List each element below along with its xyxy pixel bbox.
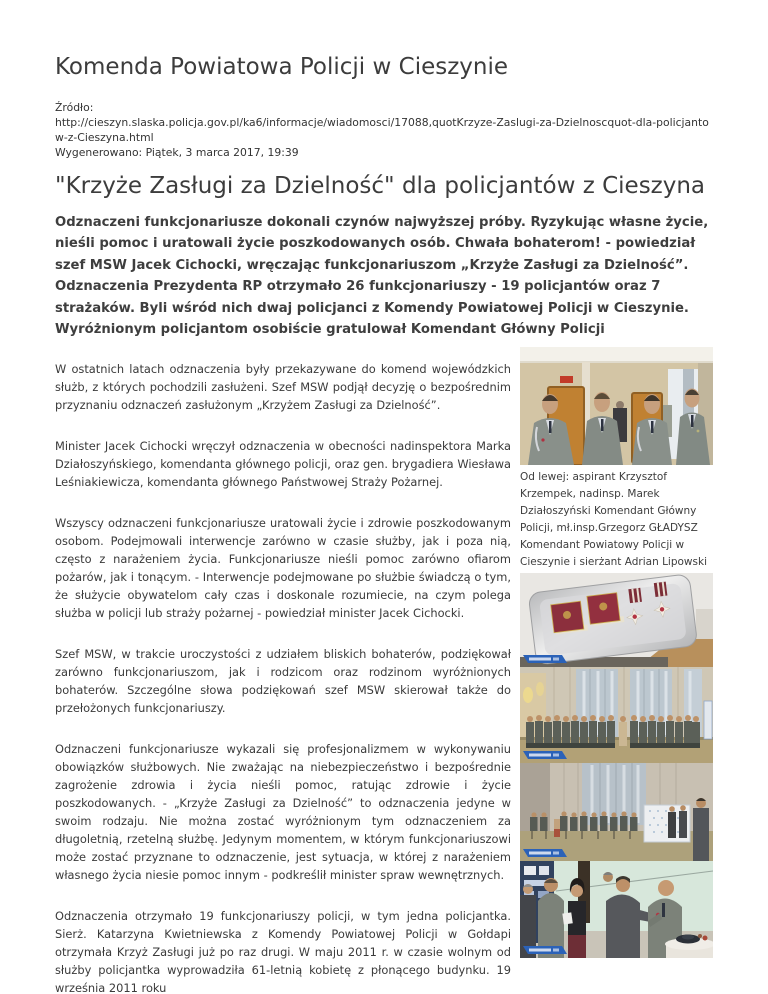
article-body: [55, 347, 520, 994]
photo-medal-pinning: [520, 861, 713, 958]
paragraph-3: Wszyscy odznaczeni funkcjonariusze uratowali życie i zdrowie poszkodowanym osobom. Podejmowali interwencje zarówno w czasie służby, jak i poza nią, często z narażeniem życia. Funkcjonariusze nieśli pomoc zarówno ofiarom pożarów, jak i tonącym. - Interwencje podejmowane po służbie świadczą o tym, że służycie obywatelom cały czas i doskonale rozumiecie, na czym polega służba w policji lub straży pożarnej - powiedział minister Jacek Cichocki.: [55, 515, 511, 620]
photo-officers-lineup: [520, 667, 713, 763]
page-title: Komenda Powiatowa Policji w Cieszynie: [55, 54, 509, 80]
figure-officers-lineup: [520, 667, 713, 763]
police-watermark-icon: [523, 751, 567, 759]
figure-medal-pinning: [520, 861, 713, 958]
photo-awards-tray: [520, 573, 713, 667]
figure-ceremony-hall: [520, 763, 713, 861]
paragraph-4: Szef MSW, w trakcie uroczystości z udziałem bliskich bohaterów, podziękował zarówno funkcjonariuszom, jak i rodzicom oraz rodzinom wyróżnionych bohaterów. Szczególne słowa podziękowań szef MSW skierował także do przełożonych funkcjonariuszy.: [55, 646, 511, 715]
article-headline: "Krzyże Zasługi za Dzielność" dla policjantów z Cieszyna: [55, 173, 706, 200]
paragraph-2: Minister Jacek Cichocki wręczył odznaczenia w obecności nadinspektora Marka Działoszyńskiego, komendanta głównego policji, oraz gen. brygadiera Wiesława Leśniakiewicza, komendanta głównego Państwowej Straży Pożarnej.: [55, 438, 511, 489]
photo-ceremony-hall: [520, 763, 713, 861]
paragraph-5: Odznaczeni funkcjonariusze wykazali się profesjonalizmem w wykonywaniu obowiązków służbowych. Nie zważając na niebezpieczeństwo i bezpośrednie zagrożenie zdrowia i życia nieśli pomoc, ratując zdrowie i życie poszkodowanych. - „Krzyże Zasługi za Dzielność” to odznaczenia jedyne w swoim rodzaju. Nie można zostać wyróżnionym tym odznaczeniem za długoletnią, rzetelną służbę. Jedynym momentem, w którym funkcjonariuszowi może zostać przyznane to odznaczenie, jest sytuacja, w której z narażeniem własnego życia niesie pomoc innym - podkreślił minister spraw wewnętrznych.: [55, 741, 511, 882]
source-block: [55, 100, 713, 160]
photo-column: [520, 347, 713, 958]
figure-medal-recipients: [520, 347, 713, 465]
police-watermark-icon: [523, 849, 567, 857]
source-url: http://cieszyn.slaska.policja.gov.pl/ka6/informacje/wiadomosci/17088,quotKrzyze-Zaslugi-za-Dzielnoscquot-dla-policjantow-z-Cieszyna.html: [55, 116, 709, 145]
photo-medal-recipients: [520, 347, 713, 465]
photo-caption: Od lewej: aspirant Krzysztof Krzempek, nadinsp. Marek Działoszyński Komendant Główny Policji, mł.insp.Grzegorz GŁADYSZ Komendant Powiatowy Policji w Cieszynie i sierżant Adrian Lipowski: [520, 470, 707, 568]
paragraph-1: W ostatnich latach odznaczenia były przekazywane do komend wojewódzkich służb, z których pochodzili zasłużeni. Szef MSW podjął decyzję o bezpośrednim przyznaniu odznaczeń zasłużonym „Krzyżem Zasługi za Dzielność”.: [55, 361, 511, 412]
source-label: Źródło:: [55, 101, 94, 115]
paragraph-6: Odznaczenia otrzymało 19 funkcjonariuszy policji, w tym jedna policjantka. Sierż. Katarzyna Kwietniewska z Komendy Powiatowej Policji w Gołdapi otrzymała Krzyż Zasługi już po raz drugi. W maju 2011 r. w czasie wolnym od służby policjantka wyprowadziła 61-letnią kobietę z płonącego budynku. 19 września 2011 roku: [55, 908, 511, 994]
generated-timestamp: Wygenerowano: Piątek, 3 marca 2017, 19:39: [55, 146, 299, 160]
article-columns: [55, 347, 713, 994]
article-lead: Odznaczeni funkcjonariusze dokonali czynów najwyższej próby. Ryzykując własne życie, nieśli pomoc i uratowali życie poszkodowanych osób. Chwała bohaterom! - powiedział szef MSW Jacek Cichocki, wręczając funkcjonariuszom „Krzyże Zasługi za Dzielność”. Odznaczenia Prezydenta RP otrzymało 26 funkcjonariuszy - 19 policjantów oraz 7 strażaków. Byli wśród nich dwaj policjanci z Komendy Powiatowej Policji w Cieszynie. Wyróżnionym policjantom osobiście gratulował Komendant Główny Policji: [55, 214, 709, 338]
figure-awards-tray: [520, 573, 713, 667]
police-watermark-icon: [523, 655, 567, 663]
police-watermark-icon: [523, 946, 567, 954]
